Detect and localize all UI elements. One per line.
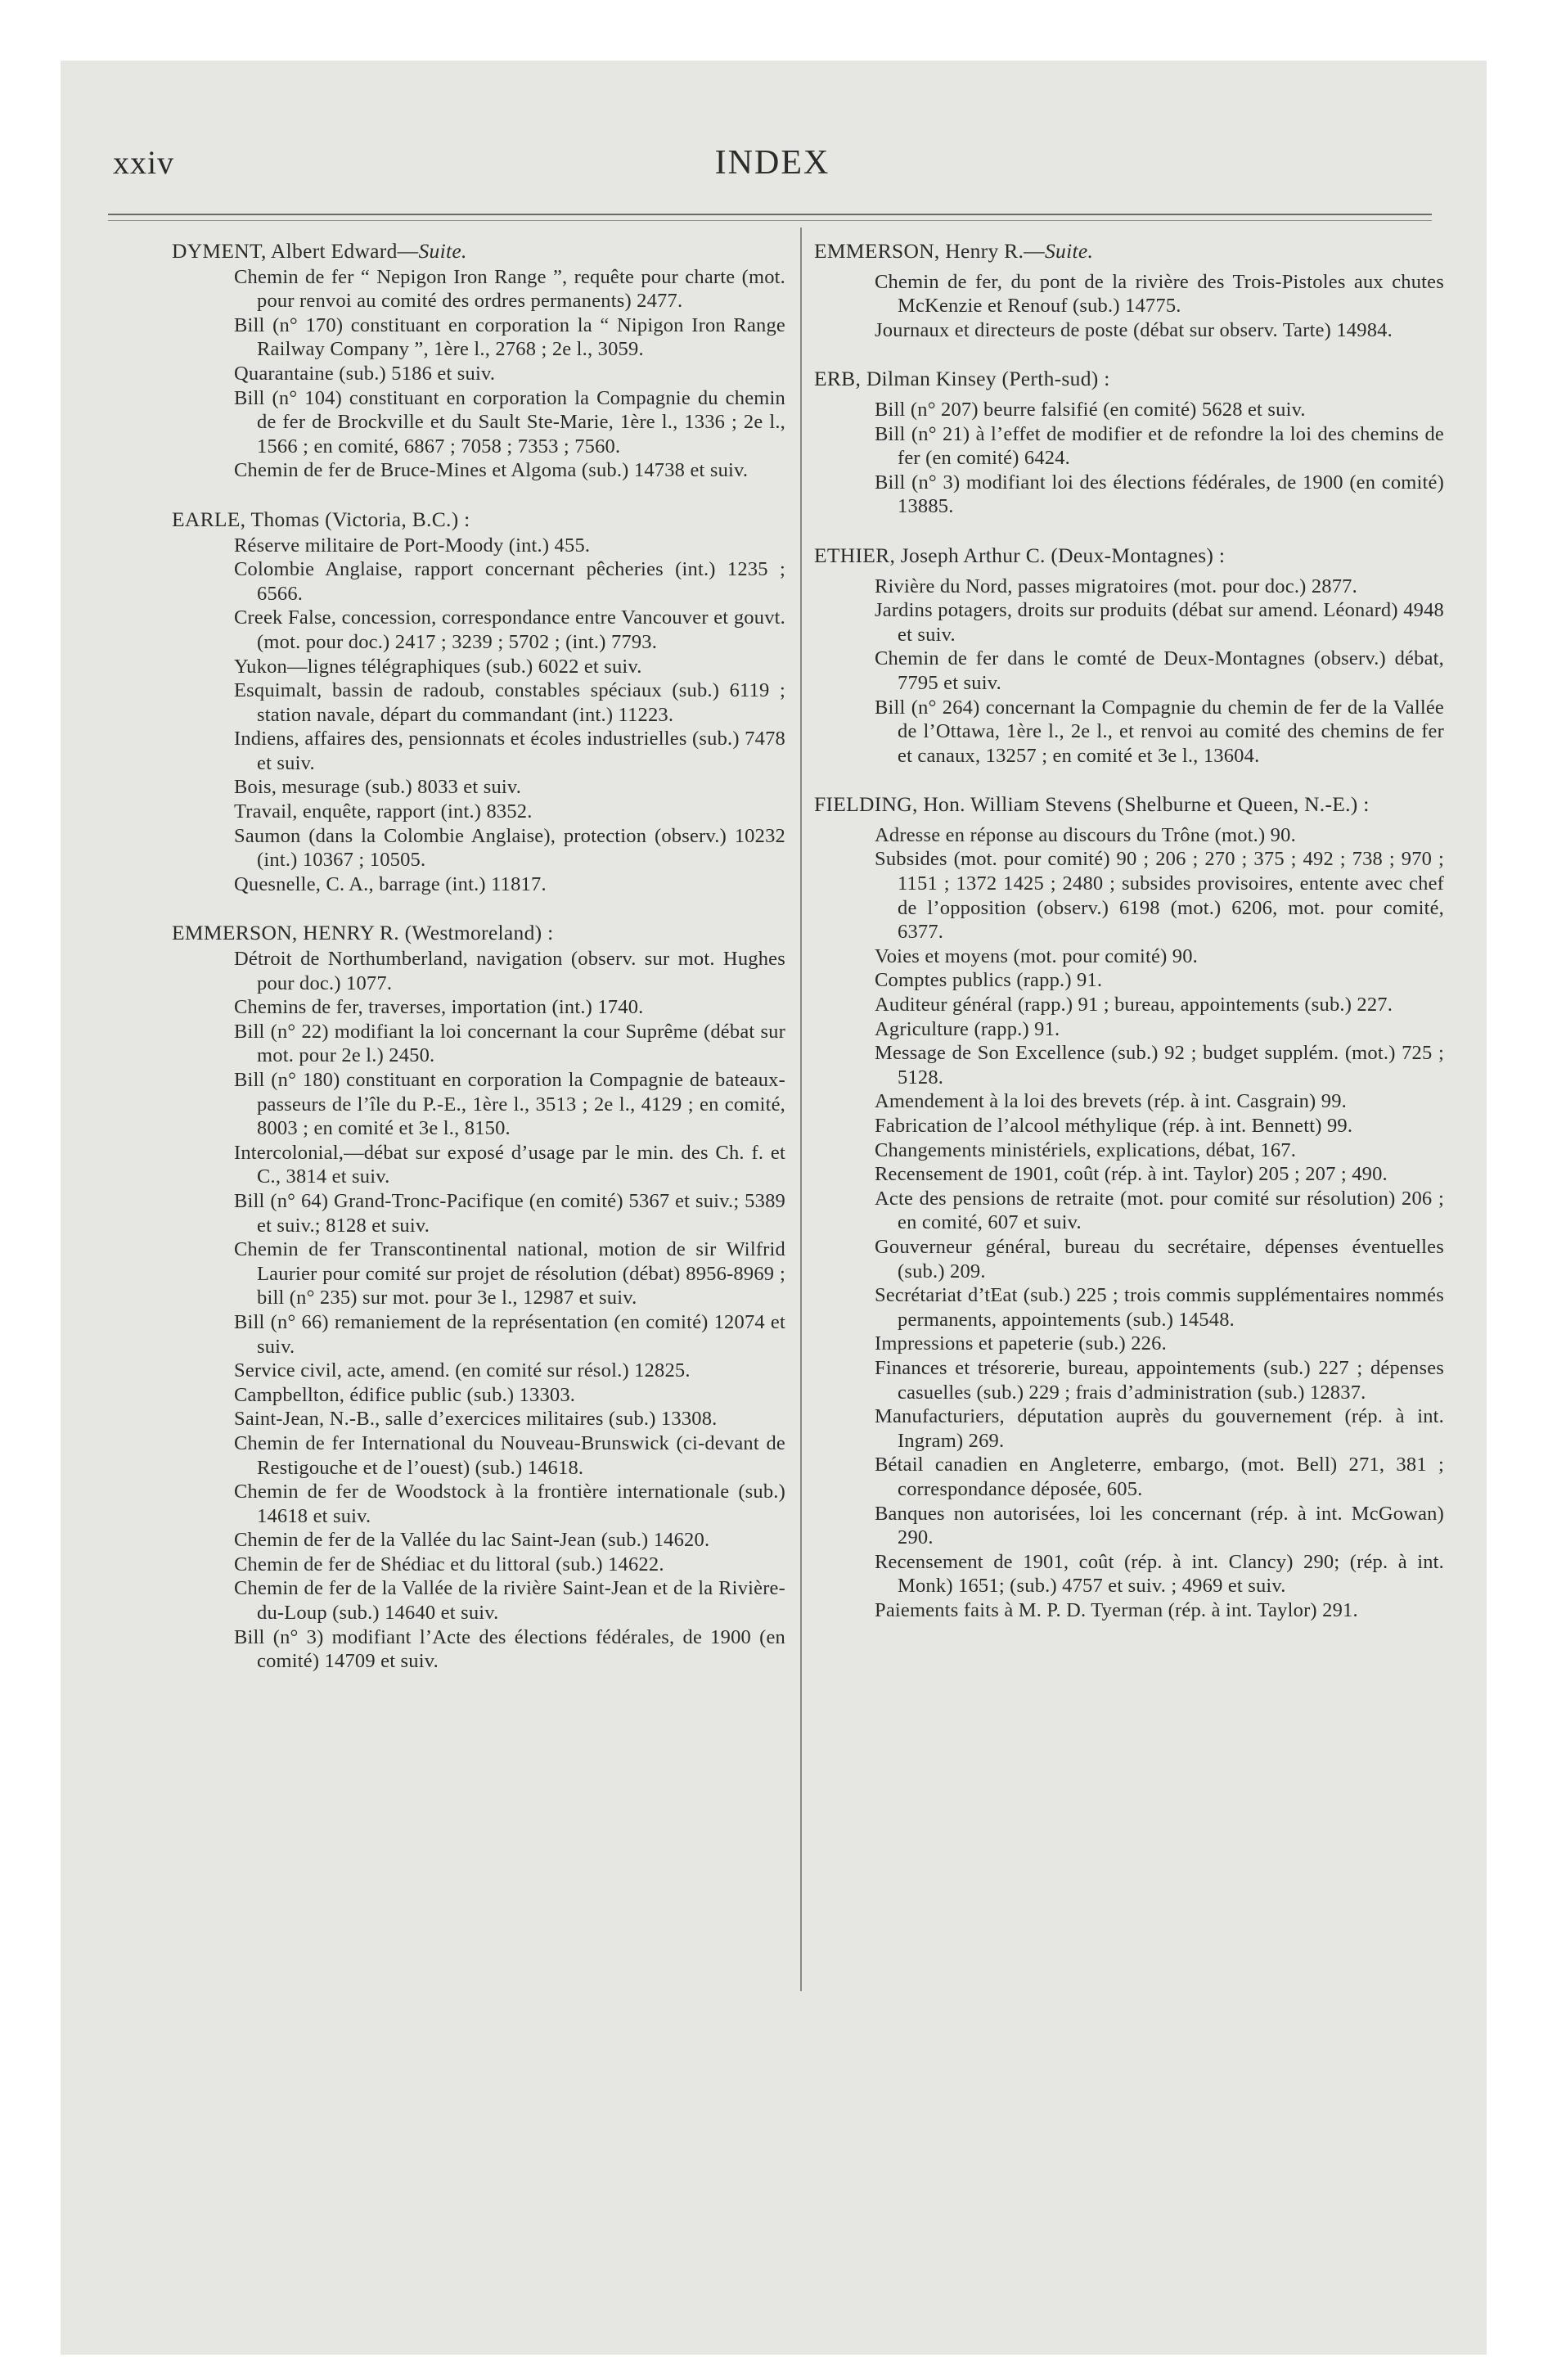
index-item: Recensement de 1901, coût (rép. à int. Taylor) 205 ; 207 ; 490. [875,1163,1388,1186]
index-item: Chemin de fer de Shédiac et du littoral (sub.) 14622. [234,1553,664,1575]
index-item: Impressions et papeterie (sub.) 226. [875,1332,1167,1355]
page-header [113,143,1432,192]
page-title: INDEX [714,144,830,182]
entry-heading [814,543,1444,568]
entry-heading [814,792,1444,817]
entry-name: FIELDING, Hon. William Stevens (Shelburne et Queen, N.-E.) : [814,792,1370,817]
index-item: Saint-Jean, N.-B., salle d’exercices militaires (sub.) 13308. [234,1408,718,1431]
index-entry [814,239,1444,342]
index-item: Secrétariat d’tEat (sub.) 225 ; trois commis supplémentaires nommés permanents, appointements (sub.) 14548. [875,1284,1444,1331]
entry-heading: EMMERSON, Henry R.—Suite. [814,239,1094,263]
index-item: Agriculture (rapp.) 91. [875,1017,1060,1040]
entry-name: DYMENT, Albert Edward [172,239,398,263]
index-item: Bill (n° 66) remaniement de la représentation (en comité) 12074 et suiv. [234,1310,785,1358]
index-item: Chemins de fer, traverses, importation (int.) 1740. [234,996,644,1019]
index-item: Bétail canadien en Angleterre, embargo, (mot. Bell) 271, 381 ; correspondance déposée, 605. [875,1454,1444,1500]
index-item: Adresse en réponse au discours du Trône (mot.) 90. [875,823,1296,846]
index-entry [172,921,785,1673]
index-item: Bill (n° 180) constituant en corporation la Compagnie de bateaux-passeurs de l’île du P.-E., 1ère l., 3513 ; 2e l., 4129 ; en comité, 8003 ; en comité et 3e l., 8150. [234,1069,785,1140]
index-item: Réserve militaire de Port-Moody (int.) 455. [234,534,591,557]
index-item: Chemin de fer de Woodstock à la frontière internationale (sub.) 14618 et suiv. [234,1481,785,1527]
index-entry [814,792,1444,1622]
entry-heading [172,921,785,945]
index-item: Travail, enquête, rapport (int.) 8352. [234,800,533,823]
index-item: Finances et trésorerie, bureau, appointements (sub.) 227 ; dépenses casuelles (sub.) 229 ; frais d’administration (sub.) 12837. [875,1356,1444,1404]
entry-heading: DYMENT, Albert Edward—Suite. [172,239,467,263]
index-item: Chemin de fer de Bruce-Mines et Algoma (sub.) 14738 et suiv. [234,459,749,482]
index-item: Détroit de Northumberland, navigation (observ. sur mot. Hughes pour doc.) 1077. [234,948,785,994]
index-item: Voies et moyens (mot. pour comité) 90. [875,944,1199,967]
index-item: Bill (n° 64) Grand-Tronc-Pacifique (en comité) 5367 et suiv.; 5389 et suiv.; 8128 et suiv. [234,1189,785,1237]
entry-items [172,265,785,483]
index-item: Manufacturiers, députation auprès du gouvernement (rép. à int. Ingram) 269. [875,1405,1444,1452]
index-item: Quesnelle, C. A., barrage (int.) 11817. [234,872,547,895]
index-item: Subsides (mot. pour comité) 90 ; 206 ; 270 ; 375 ; 492 ; 738 ; 970 ; 1151 ; 1372 1425 ; 2480 ; subsides provisoires, entente avec chef de l’opposition (observ.) 6198 (mot.) 6206, mot. pour comité, 6377. [875,848,1444,944]
left-column [172,239,785,1674]
entry-name: EMMERSON, Henry R. [814,239,1024,263]
index-item: Banques non autorisées, loi les concernant (rép. à int. McGowan) 290. [875,1502,1444,1549]
index-item: Bill (n° 21) à l’effet de modifier et de refondre la loi des chemins de fer (en comité) 6424. [875,422,1444,470]
index-item: Bill (n° 264) concernant la Compagnie du chemin de fer de la Vallée de l’Ottawa, 1ère l., 2e l., et renvoi au comité des chemins de fer et canaux, 13257 ; en comité et 3e l., 13604. [875,696,1444,767]
entry-items [172,947,785,1674]
index-item: Quarantaine (sub.) 5186 et suiv. [234,362,496,385]
index-item: Journaux et directeurs de poste (débat sur observ. Tarte) 14984. [875,318,1393,341]
index-item: Gouverneur général, bureau du secrétaire, dépenses éventuelles (sub.) 209. [875,1235,1444,1282]
entry-heading [172,507,785,532]
header-rule-thin [108,220,1432,221]
index-item: Comptes publics (rapp.) 91. [875,969,1103,992]
header-rule [108,214,1432,215]
entry-name: EARLE, Thomas (Victoria, B.C.) : [172,507,470,531]
index-item: Amendement à la loi des brevets (rép. à int. Casgrain) 99. [875,1090,1347,1113]
index-item: Saumon (dans la Colombie Anglaise), protection (observ.) 10232 (int.) 10367 ; 10505. [234,824,785,872]
entry-items [814,398,1444,519]
entry-items [814,575,1444,769]
index-item: Campbellton, édifice public (sub.) 13303. [234,1383,576,1406]
column-divider [800,228,802,1991]
entry-suite: Suite. [1044,239,1094,263]
right-column [814,239,1444,1622]
index-item: Chemin de fer de la Vallée du lac Saint-Jean (sub.) 14620. [234,1529,710,1552]
index-item: Paiements faits à M. P. D. Tyerman (rép. à int. Taylor) 291. [875,1598,1358,1621]
index-item: Bill (n° 104) constituant en corporation la Compagnie du chemin de fer de Brockville et du Sault Ste-Marie, 1ère l., 1336 ; 2e l., 1566 ; en comité, 6867 ; 7058 ; 7353 ; 7560. [234,386,785,458]
index-item: Intercolonial,—débat sur exposé d’usage par le min. des Ch. f. et C., 3814 et suiv. [234,1141,785,1188]
index-item: Bill (n° 3) modifiant l’Acte des élections fédérales, de 1900 (en comité) 14709 et suiv. [234,1625,785,1673]
index-item: Yukon—lignes télégraphiques (sub.) 6022 et suiv. [234,655,642,678]
index-item: Bill (n° 170) constituant en corporation la “ Nipigon Iron Range Railway Company ”, 1ère l., 2768 ; 2e l., 3059. [234,313,785,361]
index-item: Chemin de fer dans le comté de Deux-Montagnes (observ.) débat, 7795 et suiv. [875,647,1444,694]
index-entry [814,543,1444,768]
index-item: Bill (n° 3) modifiant loi des élections fédérales, de 1900 (en comité) 13885. [875,471,1444,518]
index-item: Indiens, affaires des, pensionnats et écoles industrielles (sub.) 7478 et suiv. [234,728,785,774]
index-item: Message de Son Excellence (sub.) 92 ; budget supplém. (mot.) 725 ; 5128. [875,1042,1444,1089]
index-item: Bill (n° 207) beurre falsifié (en comité) 5628 et suiv. [875,398,1306,421]
index-item: Creek False, concession, correspondance entre Vancouver et gouvt. (mot. pour doc.) 2417 ; 3239 ; 5702 ; (int.) 7793. [234,606,785,653]
index-item: Chemin de fer International du Nouveau-Brunswick (ci-devant de Restigouche et de l’ouest) (sub.) 14618. [234,1431,785,1479]
index-item: Fabrication de l’alcool méthylique (rép. à int. Bennett) 99. [875,1115,1353,1137]
index-item: Recensement de 1901, coût (rép. à int. Clancy) 290; (rép. à int. Monk) 1651; (sub.) 4757 et suiv. ; 4969 et suiv. [875,1550,1444,1598]
index-item: Chemin de fer “ Nepigon Iron Range ”, requête pour charte (mot. pour renvoi au comité des ordres permanents) 2477. [234,265,785,313]
entry-items [814,270,1444,343]
index-entry [172,239,785,483]
index-item: Colombie Anglaise, rapport concernant pêcheries (int.) 1235 ; 6566. [234,558,785,605]
entry-items [172,534,785,897]
index-item: Chemin de fer, du pont de la rivière des Trois-Pistoles aux chutes McKenzie et Renouf (sub.) 14775. [875,270,1444,318]
index-item: Chemin de fer de la Vallée de la rivière Saint-Jean et de la Rivière-du-Loup (sub.) 14640 et suiv. [234,1577,785,1625]
index-item: Chemin de fer Transcontinental national, motion de sir Wilfrid Laurier pour comité sur projet de résolution (débat) 8956-8969 ; bill (n° 235) sur mot. pour 3e l., 12987 et suiv. [234,1238,785,1309]
index-item: Bois, mesurage (sub.) 8033 et suiv. [234,776,522,799]
index-entry [172,507,785,897]
index-item: Bill (n° 22) modifiant la loi concernant la cour Suprême (débat sur mot. pour 2e l.) 2450. [234,1020,785,1067]
entry-name: ERB, Dilman Kinsey (Perth-sud) : [814,367,1110,391]
entry-name: ETHIER, Joseph Arthur C. (Deux-Montagnes) : [814,543,1226,567]
entry-name: EMMERSON, HENRY R. (Westmoreland) : [172,921,554,945]
page-number: xxiv [113,144,175,181]
entry-items [814,823,1444,1623]
index-item: Jardins potagers, droits sur produits (débat sur amend. Léonard) 4948 et suiv. [875,599,1444,646]
index-item: Changements ministériels, explications, débat, 167. [875,1138,1297,1161]
index-entry [814,367,1444,519]
index-item: Service civil, acte, amend. (en comité sur résol.) 12825. [234,1359,691,1382]
index-item: Acte des pensions de retraite (mot. pour comité sur résolution) 206 ; en comité, 607 et suiv. [875,1187,1444,1234]
entry-suite: Suite. [418,239,467,263]
index-item: Rivière du Nord, passes migratoires (mot. pour doc.) 2877. [875,575,1357,597]
index-item: Auditeur général (rapp.) 91 ; bureau, appointements (sub.) 227. [875,994,1393,1016]
index-item: Esquimalt, bassin de radoub, constables spéciaux (sub.) 6119 ; station navale, départ du commandant (int.) 11223. [234,679,785,726]
entry-heading [814,367,1444,391]
